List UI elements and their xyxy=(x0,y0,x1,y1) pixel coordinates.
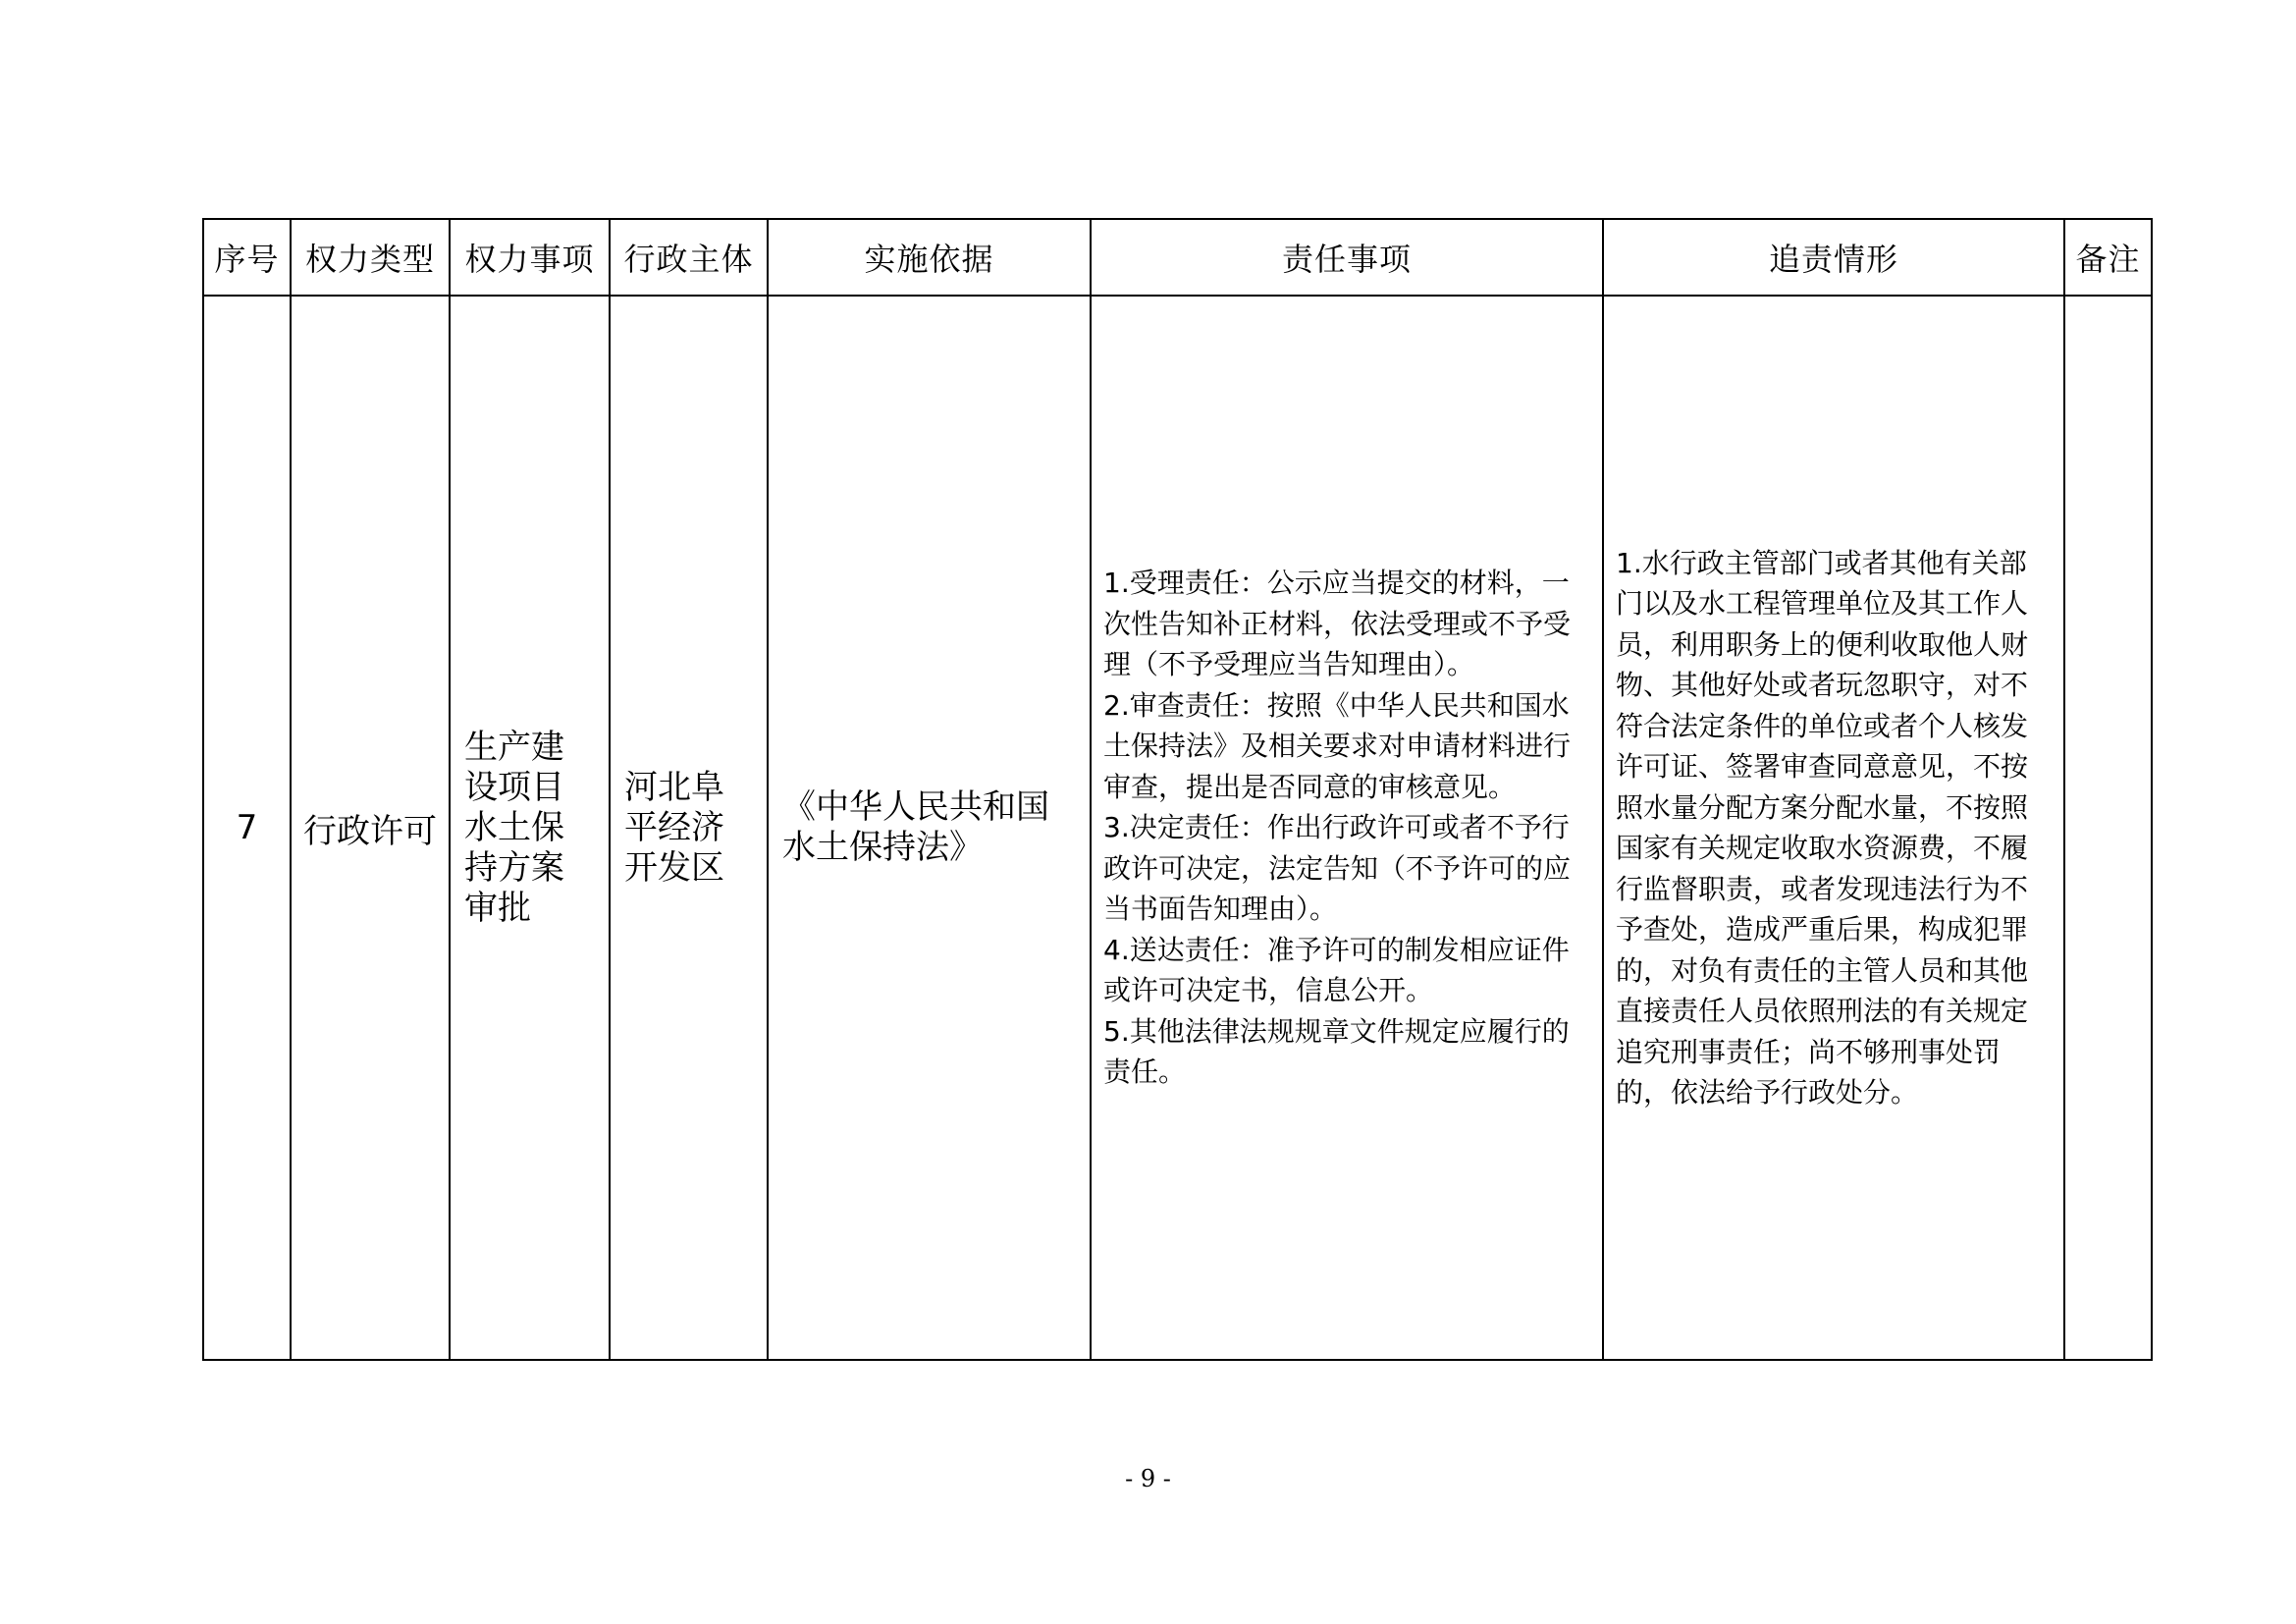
cell-basis: 《中华人民共和国水土保持法》 xyxy=(768,296,1091,1360)
cell-index: 7 xyxy=(203,296,291,1360)
cell-subject: 河北阜平经济开发区 xyxy=(610,296,768,1360)
header-index: 序号 xyxy=(203,219,291,296)
cell-power-type: 行政许可 xyxy=(291,296,450,1360)
power-list-table xyxy=(202,218,2153,1361)
cell-accountability: 1.水行政主管部门或者其他有关部门以及水工程管理单位及其工作人员，利用职务上的便利收取他人财物、其他好处或者玩忽职守，对不符合法定条件的单位或者个人核发许可证、签署审查同意意见，不按照水量分配方案分配水量，不按照国家有关规定收取水资源费，不履行监督职责，或者发现违法行为不予查处，造成严重后果，构成犯罪的，对负有责任的主管人员和其他直接责任人员依照刑法的有关规定追究刑事责任；尚不够刑事处罚的，依法给予行政处分。 xyxy=(1603,296,2064,1360)
header-accountability: 追责情形 xyxy=(1603,219,2064,296)
table-header-row xyxy=(203,219,2152,296)
cell-power-item: 生产建设项目水土保持方案审批 xyxy=(450,296,610,1360)
page-number: - 9 - xyxy=(1125,1465,1171,1492)
cell-responsibilities: 1.受理责任：公示应当提交的材料，一次性告知补正材料，依法受理或不予受理（不予受理应当告知理由）。 2.审查责任：按照《中华人民共和国水土保持法》及相关要求对申请材料进行审查，提出是否同意的审核意见。 3.决定责任：作出行政许可或者不予行政许可决定，法定告知（不予许可的应当书面告知理由）。 4.送达责任：准予许可的制发相应证件或许可决定书，信息公开。 5.其他法律法规规章文件规定应履行的责任。 xyxy=(1091,296,1603,1360)
cell-remark xyxy=(2064,296,2152,1360)
table-row xyxy=(203,296,2152,1360)
header-basis: 实施依据 xyxy=(768,219,1091,296)
header-power-item: 权力事项 xyxy=(450,219,610,296)
header-subject: 行政主体 xyxy=(610,219,768,296)
header-power-type: 权力类型 xyxy=(291,219,450,296)
header-responsibilities: 责任事项 xyxy=(1091,219,1603,296)
header-remark: 备注 xyxy=(2064,219,2152,296)
